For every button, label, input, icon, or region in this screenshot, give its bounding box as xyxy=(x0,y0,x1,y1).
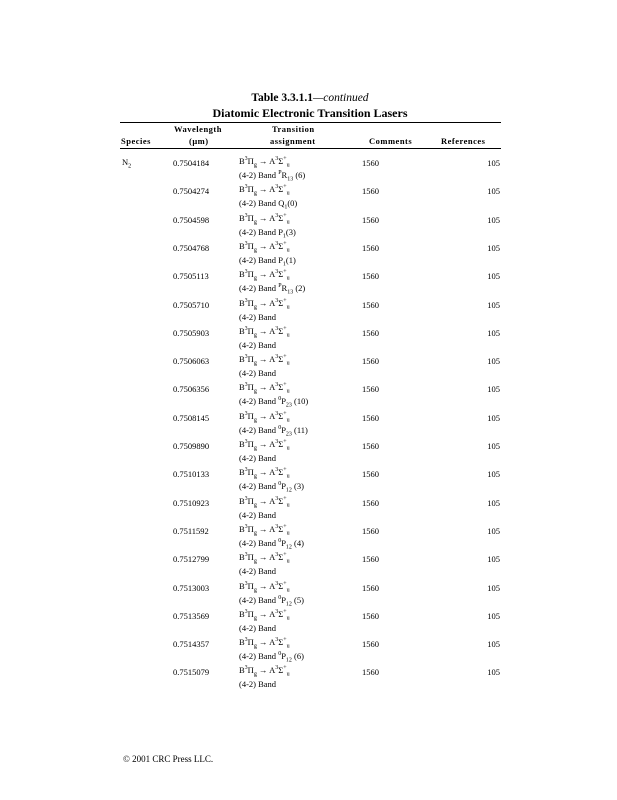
comments-cell: 1560 xyxy=(362,582,379,593)
band-cell: (4-2) Band $^0P_{23}$ (11) xyxy=(239,424,308,438)
transition-cell: $B^3\Pi_g \to A^3\Sigma^+_u$ xyxy=(239,637,290,650)
header-top-rule xyxy=(120,122,501,123)
comments-cell: 1560 xyxy=(362,412,379,423)
caption-continued: —continued xyxy=(312,92,369,104)
wavelength-cell: 0.7512799 xyxy=(173,554,210,565)
comments-cell: 1560 xyxy=(362,242,379,253)
transition-cell: $B^3\Pi_g \to A^3\Sigma^+_u$ xyxy=(239,439,290,452)
transition-cell: $B^3\Pi_g \to A^3\Sigma^+_u$ xyxy=(239,382,290,396)
band-cell: (4-2) Band $^0P_{12}$ (6) xyxy=(239,651,304,664)
reference-cell: 105 xyxy=(487,525,500,536)
header-wavelength-line2: (μm) xyxy=(189,136,209,146)
band-cell: (4-2) Band $P_1(1)$ xyxy=(239,254,296,268)
band-cell: (4-2) Band $^PR_{13}$ (6) xyxy=(239,170,306,183)
reference-cell: 105 xyxy=(487,554,500,565)
reference-cell: 105 xyxy=(487,242,500,253)
transition-cell: $B^3\Pi_g \to A^3\Sigma^+_u$ xyxy=(239,410,290,424)
comments-cell: 1560 xyxy=(362,327,379,338)
band-cell: (4-2) Band xyxy=(239,339,277,350)
reference-cell: 105 xyxy=(487,441,500,451)
reference-cell: 105 xyxy=(487,639,500,650)
band-cell: (4-2) Band xyxy=(239,622,277,633)
reference-cell: 105 xyxy=(487,327,500,338)
transition-cell: $B^3\Pi_g \to A^3\Sigma^+_u$ xyxy=(239,325,290,339)
header-references: References xyxy=(441,136,486,146)
wavelength-cell: 0.7505710 xyxy=(173,299,210,310)
wavelength-cell: 0.7513569 xyxy=(173,610,210,621)
header-bottom-rule xyxy=(120,148,501,149)
transition-cell: $B^3\Pi_g \to A^3\Sigma^+_u$ xyxy=(239,240,290,254)
reference-cell: 105 xyxy=(487,582,500,593)
transition-cell: $B^3\Pi_g \to A^3\Sigma^+_u$ xyxy=(239,156,290,169)
wavelength-cell: 0.7506356 xyxy=(173,384,210,395)
comments-cell: 1560 xyxy=(362,554,379,565)
table-title: Diatomic Electronic Transition Lasers xyxy=(212,106,408,120)
band-cell: (4-2) Band $P_1(3)$ xyxy=(239,226,296,240)
wavelength-cell: 0.7509890 xyxy=(173,441,210,451)
reference-cell: 105 xyxy=(487,356,500,367)
transition-cell: $B^3\Pi_g \to A^3\Sigma^+_u$ xyxy=(239,467,290,480)
transition-cell: $B^3\Pi_g \to A^3\Sigma^+_u$ xyxy=(239,297,290,311)
transition-cell: $B^3\Pi_g \to A^3\Sigma^+_u$ xyxy=(239,269,290,282)
band-cell: (4-2) Band xyxy=(239,566,277,577)
comments-cell: 1560 xyxy=(362,610,379,621)
reference-cell: 105 xyxy=(487,384,500,395)
wavelength-cell: 0.7504274 xyxy=(173,186,210,197)
reference-cell: 105 xyxy=(487,271,500,282)
reference-cell: 105 xyxy=(487,186,500,197)
comments-cell: 1560 xyxy=(362,667,379,678)
header-wavelength-line1: Wavelength xyxy=(174,124,222,134)
band-cell: (4-2) Band xyxy=(239,509,277,520)
wavelength-cell: 0.7506063 xyxy=(173,356,210,367)
band-cell: (4-2) Band $^PR_{13}$ (2) xyxy=(239,283,306,296)
transition-cell: $B^3\Pi_g \to A^3\Sigma^+_u$ xyxy=(239,580,290,594)
comments-cell: 1560 xyxy=(362,639,379,650)
transition-cell: $B^3\Pi_g \to A^3\Sigma^+_u$ xyxy=(239,184,290,197)
wavelength-cell: 0.7510133 xyxy=(173,469,210,480)
wavelength-cell: 0.7508145 xyxy=(173,412,210,423)
reference-cell: 105 xyxy=(487,412,500,423)
band-cell: (4-2) Band xyxy=(239,453,277,463)
band-cell: (4-2) Band $^0P_{12}$ (4) xyxy=(239,537,304,551)
reference-cell: 105 xyxy=(487,158,500,168)
comments-cell: 1560 xyxy=(362,299,379,310)
wavelength-cell: 0.7504184 xyxy=(173,158,210,168)
comments-cell: 1560 xyxy=(362,356,379,367)
comments-cell: 1560 xyxy=(362,441,379,451)
header-comments: Comments xyxy=(369,136,413,146)
band-cell: (4-2) Band $^0P_{23}$ (10) xyxy=(239,396,309,410)
wavelength-cell: 0.7511592 xyxy=(173,525,209,536)
reference-cell: 105 xyxy=(487,299,500,310)
band-cell: (4-2) Band xyxy=(239,679,277,690)
comments-cell: 1560 xyxy=(362,497,379,508)
comments-cell: 1560 xyxy=(362,525,379,536)
band-cell: (4-2) Band $^0P_{12}$ (5) xyxy=(239,594,304,608)
reference-cell: 105 xyxy=(487,214,500,225)
wavelength-cell: 0.7504768 xyxy=(173,242,210,253)
band-cell: (4-2) Band xyxy=(239,311,277,322)
header-transition-line2: assignment xyxy=(270,136,316,146)
band-cell: (4-2) Band $Q_1(0)$ xyxy=(239,198,298,211)
wavelength-cell: 0.7505903 xyxy=(173,327,210,338)
comments-cell: 1560 xyxy=(362,214,379,225)
transition-cell: $B^3\Pi_g \to A^3\Sigma^+_u$ xyxy=(239,608,290,622)
copyright-footer: © 2001 CRC Press LLC. xyxy=(123,754,214,764)
wavelength-cell: 0.7515079 xyxy=(173,667,210,678)
band-cell: (4-2) Band $^0P_{12}$ (3) xyxy=(239,481,304,494)
header-transition-line1: Transition xyxy=(272,124,315,134)
header-species: Species xyxy=(121,136,151,146)
reference-cell: 105 xyxy=(487,469,500,480)
transition-cell: $B^3\Pi_g \to A^3\Sigma^+_u$ xyxy=(239,212,290,226)
transition-cell: $B^3\Pi_g \to A^3\Sigma^+_u$ xyxy=(239,354,290,367)
wavelength-cell: 0.7514357 xyxy=(173,639,210,650)
wavelength-cell: 0.7504598 xyxy=(173,214,210,225)
comments-cell: 1560 xyxy=(362,186,379,197)
wavelength-cell: 0.7510923 xyxy=(173,497,210,508)
caption-number: Table 3.3.1.1 xyxy=(251,92,313,104)
table-caption-number xyxy=(120,92,500,104)
band-cell: (4-2) Band xyxy=(239,368,277,379)
transition-cell: $B^3\Pi_g \to A^3\Sigma^+_u$ xyxy=(239,665,290,679)
reference-cell: 105 xyxy=(487,497,500,508)
comments-cell: 1560 xyxy=(362,158,379,168)
comments-cell: 1560 xyxy=(362,469,379,480)
transition-cell: $B^3\Pi_g \to A^3\Sigma^+_u$ xyxy=(239,495,290,509)
wavelength-cell: 0.7505113 xyxy=(173,271,209,282)
transition-cell: $B^3\Pi_g \to A^3\Sigma^+_u$ xyxy=(239,523,290,537)
transition-cell: $B^3\Pi_g \to A^3\Sigma^+_u$ xyxy=(239,552,290,565)
species-cell: $N_2$ xyxy=(122,157,132,170)
comments-cell: 1560 xyxy=(362,384,379,395)
comments-cell: 1560 xyxy=(362,271,379,282)
wavelength-cell: 0.7513003 xyxy=(173,582,210,593)
reference-cell: 105 xyxy=(487,667,500,678)
reference-cell: 105 xyxy=(487,610,500,621)
